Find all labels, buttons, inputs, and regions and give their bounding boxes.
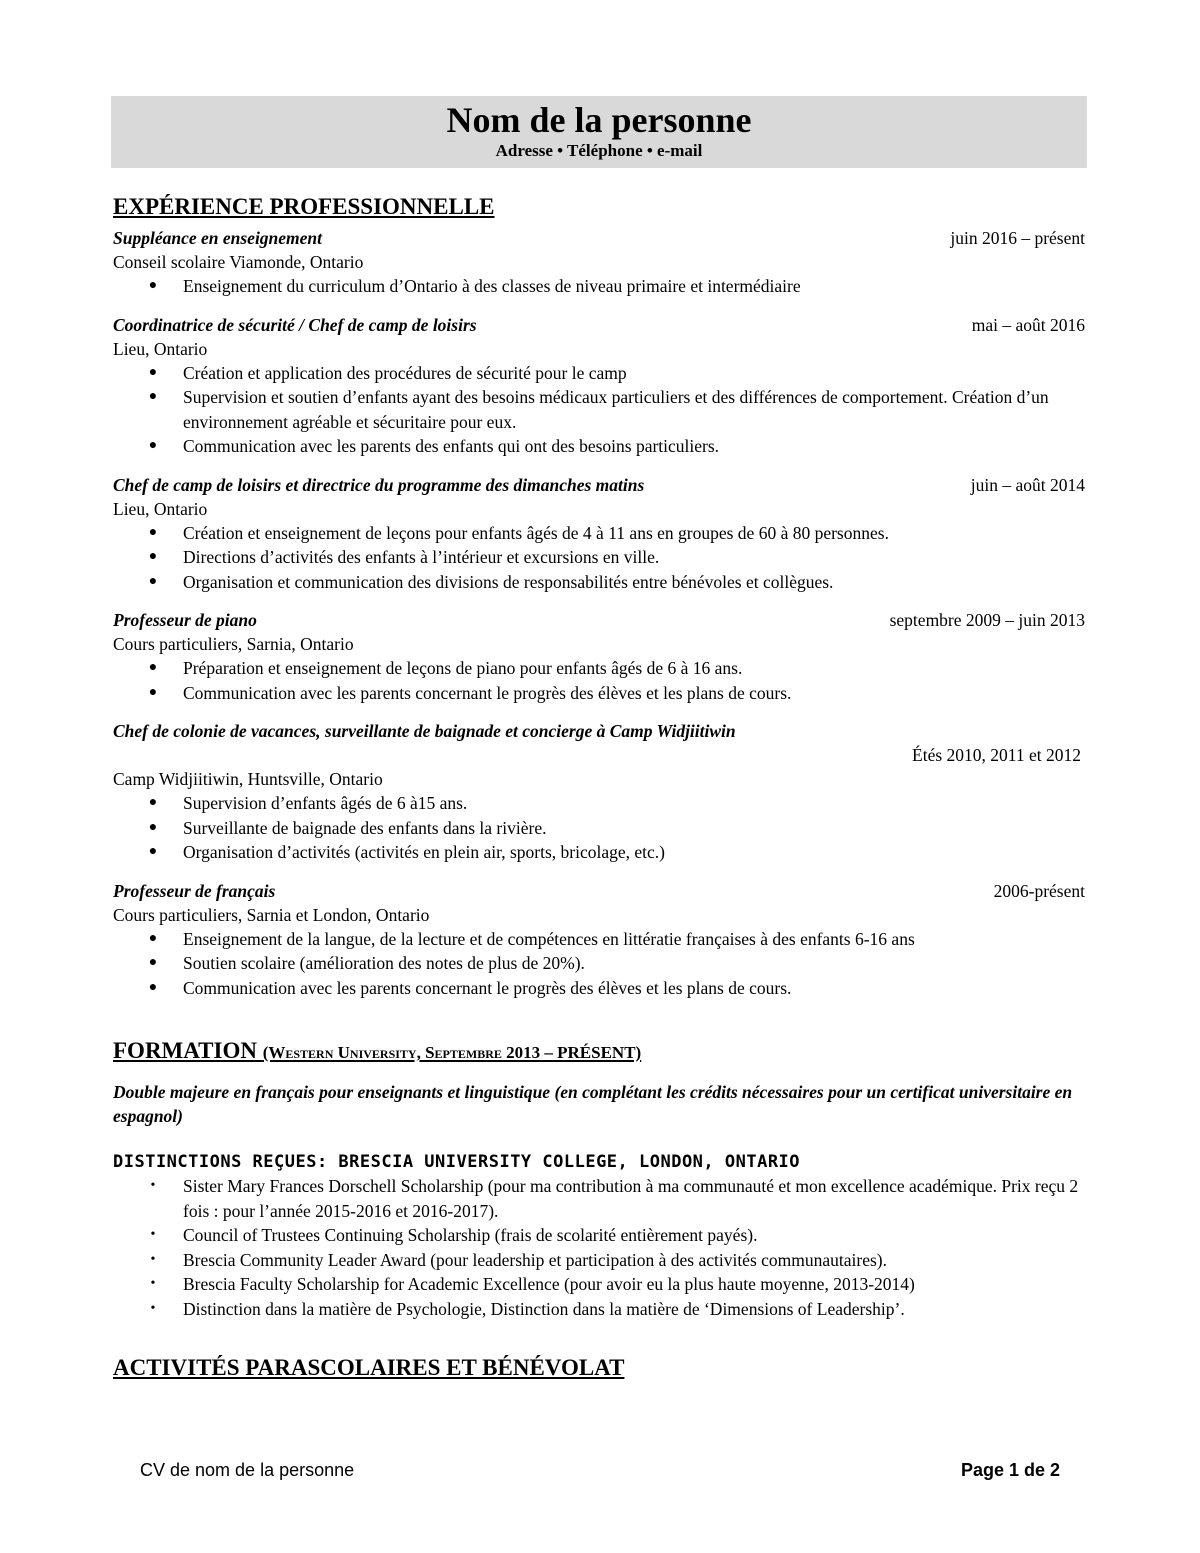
job-entry — [113, 879, 1087, 1001]
job-head — [113, 226, 1087, 250]
formation-section-title — [113, 1036, 1087, 1068]
bullet-icon: ● — [148, 844, 158, 859]
bullet-item — [113, 840, 1087, 865]
job-title: Suppléance en enseignement — [113, 228, 323, 248]
bullet-icon: ● — [148, 278, 158, 293]
bullet-item — [113, 927, 1087, 952]
job-head — [113, 719, 1087, 743]
job-entry — [113, 313, 1087, 459]
job-title: Chef de colonie de vacances, surveillante de baignade et concierge à Camp Widjiitiwin — [113, 721, 736, 741]
bullet-item — [113, 976, 1087, 1001]
bullet-icon: ● — [148, 819, 158, 835]
job-date: 2006-présent — [993, 880, 1085, 901]
bullet-text: Communication avec les parents concernant le progrès des élèves et les plans de cours. — [183, 682, 792, 703]
job-entry — [113, 226, 1087, 299]
job-date: juin 2016 – présent — [950, 228, 1085, 248]
job-bullets — [113, 656, 1087, 705]
bullet-text: Création et application des procédures de sécurité pour le camp — [183, 362, 627, 383]
resume-content — [113, 192, 1087, 1383]
bullet-text: Supervision et soutien d’enfants ayant des besoins médicaux particuliers et des différences de comportement. Création d’un environnement agréable et sécuritaire pour eux. — [183, 387, 1049, 432]
footer-left: CV de nom de la personne — [140, 1460, 355, 1480]
job-entry — [113, 719, 1087, 865]
activities-section-title: ACTIVITÉS PARASCOLAIRES ET BÉNÉVOLAT — [113, 1355, 625, 1380]
job-organization: Lieu, Ontario — [113, 338, 208, 359]
bullet-icon: ● — [148, 524, 158, 540]
job-organization: Camp Widjiitiwin, Huntsville, Ontario — [113, 769, 383, 789]
job-head — [113, 608, 1087, 632]
bullet-text: Préparation et enseignement de leçons de piano pour enfants âgés de 6 à 16 ans. — [183, 658, 743, 678]
distinction-item — [113, 1223, 1087, 1248]
job-head — [113, 313, 1087, 337]
bullet-text: Organisation d’activités (activités en plein air, sports, bricolage, etc.) — [183, 842, 666, 862]
job-bullets — [113, 274, 1087, 299]
bullet-item — [113, 791, 1087, 816]
header-box — [111, 96, 1087, 168]
bullet-icon: ● — [148, 660, 158, 675]
bullet-item — [113, 521, 1087, 546]
bullet-icon: ● — [148, 438, 158, 453]
job-date: septembre 2009 – juin 2013 — [889, 610, 1085, 630]
bullet-icon: • — [150, 1227, 156, 1242]
distinction-text: Brescia Community Leader Award (pour leadership et participation à des activités communautaires). — [183, 1249, 887, 1270]
bullet-icon: ● — [148, 364, 158, 380]
bullet-item — [113, 681, 1087, 706]
degree: Double majeure en français pour enseignants et linguistique (en complétant les crédits nécessaires pour un certificat universitaire en espagnol) — [113, 1082, 1073, 1126]
bullet-item — [113, 274, 1087, 299]
distinction-text: Brescia Faculty Scholarship for Academic Excellence (pour avoir eu la plus haute moyenne, 2013-2014) — [183, 1274, 915, 1294]
job-organization: Lieu, Ontario — [113, 498, 208, 519]
distinction-text: Sister Mary Frances Dorschell Scholarship (pour ma contribution à ma communauté et mon excellence académique. Prix reçu 2 fois : pour l’année 2015-2016 et 2016-2017). — [183, 1176, 1079, 1221]
bullet-icon: ● — [148, 930, 158, 946]
page-footer — [140, 1458, 1060, 1482]
experience-list — [113, 226, 1087, 1000]
contact-line: Adresse • Téléphone • e-mail — [495, 141, 703, 160]
bullet-icon: • — [150, 1276, 156, 1291]
bullet-text: Enseignement du curriculum d’Ontario à des classes de niveau primaire et intermédiaire — [183, 276, 801, 296]
bullet-icon: ● — [148, 979, 158, 995]
page-number: Page 1 de 2 — [960, 1460, 1060, 1480]
job-organization: Conseil scolaire Viamonde, Ontario — [113, 252, 364, 272]
job-title: Professeur de piano — [113, 610, 257, 630]
job-date: juin – août 2014 — [970, 474, 1085, 495]
distinctions-title: DISTINCTIONS REÇUES: BRESCIA UNIVERSITY COLLEGE, LONDON, ONTARIO — [113, 1152, 801, 1172]
bullet-text: Supervision d’enfants âgés de 6 à15 ans. — [183, 793, 468, 813]
job-head — [113, 473, 1087, 497]
distinction-item — [113, 1248, 1087, 1273]
distinction-text: Distinction dans la matière de Psychologie, Distinction dans la matière de ‘Dimensions of Leadership’. — [183, 1298, 905, 1319]
formation-institution: (Western University, Septembre 2013 – PRÉSENT) — [262, 1043, 642, 1062]
job-date: Étés 2010, 2011 et 2012 — [912, 745, 1081, 765]
bullet-item — [113, 434, 1087, 459]
job-title: Coordinatrice de sécurité / Chef de camp de loisirs — [113, 314, 477, 335]
formation-title: FORMATION — [113, 1038, 257, 1063]
job-organization: Cours particuliers, Sarnia, Ontario — [113, 634, 354, 654]
bullet-icon: • — [150, 1251, 156, 1267]
bullet-icon: ● — [148, 795, 158, 810]
bullet-text: Organisation et communication des divisions de responsabilités entre bénévoles et collègues. — [183, 571, 834, 592]
bullet-text: Enseignement de la langue, de la lecture et de compétences en littératie françaises à des enfants 6-16 ans — [183, 928, 915, 949]
bullet-icon: ● — [148, 549, 158, 564]
bullet-item — [113, 570, 1087, 595]
bullet-icon: ● — [148, 389, 158, 404]
job-head — [113, 879, 1087, 903]
bullet-item — [113, 951, 1087, 976]
bullet-text: Soutien scolaire (amélioration des notes de plus de 20%). — [183, 953, 585, 973]
job-entry — [113, 473, 1087, 595]
job-title: Professeur de français — [113, 880, 276, 901]
bullet-item — [113, 656, 1087, 681]
job-bullets — [113, 927, 1087, 1001]
bullet-text: Création et enseignement de leçons pour enfants âgés de 4 à 11 ans en groupes de 60 à 80 personnes. — [183, 522, 889, 543]
bullet-icon: • — [150, 1300, 156, 1316]
job-entry — [113, 608, 1087, 705]
bullet-item — [113, 385, 1087, 434]
distinction-text: Council of Trustees Continuing Scholarship (frais de scolarité entièrement payés). — [183, 1225, 758, 1245]
bullet-icon: • — [150, 1178, 156, 1193]
bullet-icon: ● — [148, 684, 158, 700]
job-bullets — [113, 361, 1087, 459]
job-date: mai – août 2016 — [971, 314, 1085, 335]
bullet-text: Surveillante de baignade des enfants dans la rivière. — [183, 817, 547, 838]
distinction-item — [113, 1174, 1087, 1223]
bullet-text: Communication avec les parents des enfants qui ont des besoins particuliers. — [183, 436, 720, 456]
person-name: Nom de la personne — [446, 100, 752, 140]
bullet-item — [113, 545, 1087, 570]
experience-section-title: EXPÉRIENCE PROFESSIONNELLE — [113, 194, 495, 219]
job-bullets — [113, 521, 1087, 595]
distinctions-list — [113, 1174, 1087, 1321]
bullet-item — [113, 816, 1087, 841]
bullet-text: Communication avec les parents concernant le progrès des élèves et les plans de cours. — [183, 977, 792, 998]
job-title: Chef de camp de loisirs et directrice du programme des dimanches matins — [113, 474, 645, 495]
job-bullets — [113, 791, 1087, 865]
job-organization: Cours particuliers, Sarnia et London, Ontario — [113, 904, 430, 925]
bullet-text: Directions d’activités des enfants à l’intérieur et excursions en ville. — [183, 547, 660, 567]
distinction-item — [113, 1297, 1087, 1322]
bullet-icon: ● — [148, 573, 158, 589]
bullet-icon: ● — [148, 955, 158, 970]
bullet-item — [113, 361, 1087, 386]
distinction-item — [113, 1272, 1087, 1297]
